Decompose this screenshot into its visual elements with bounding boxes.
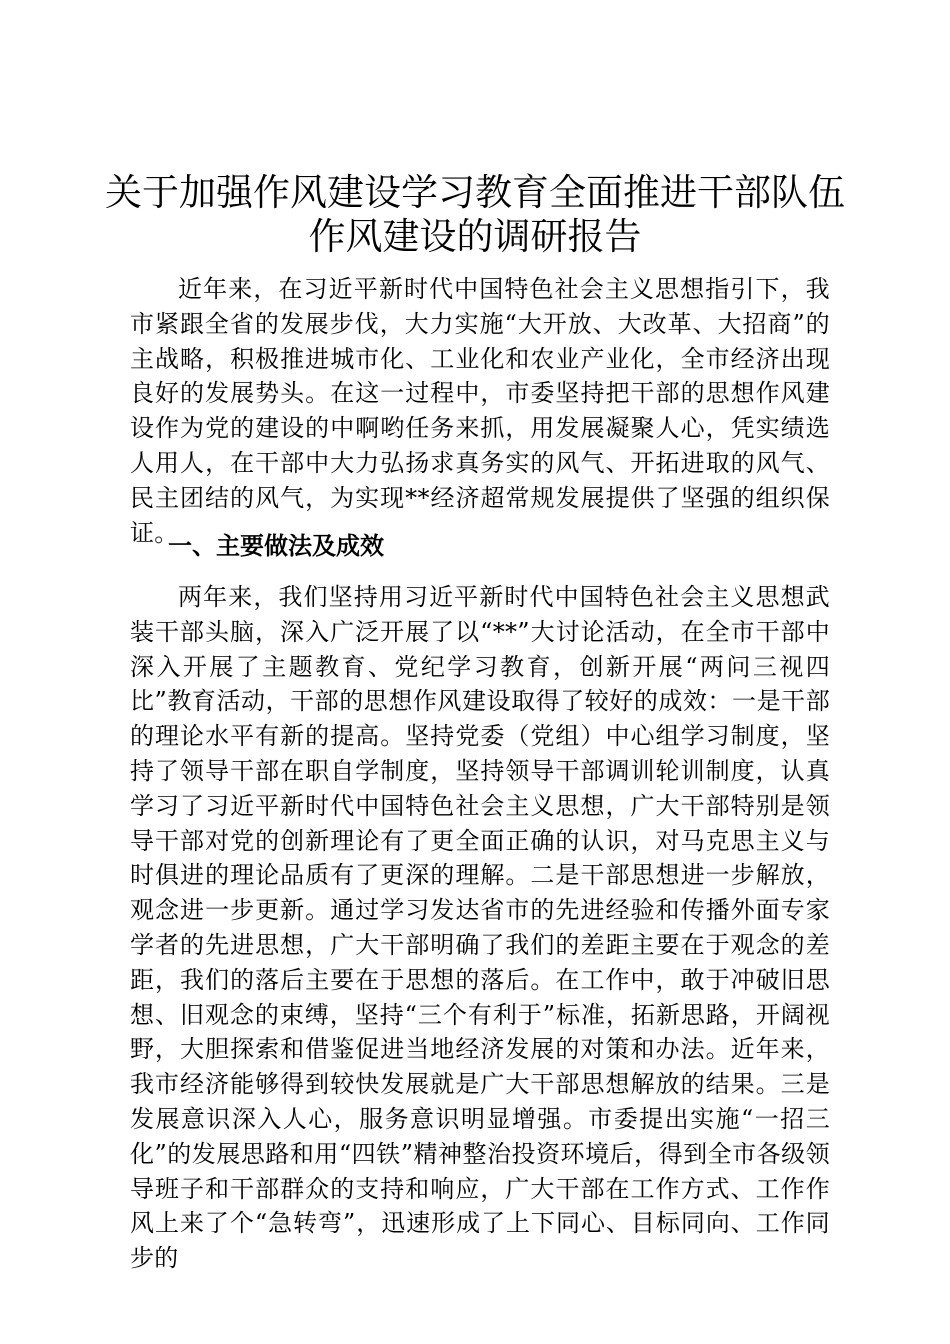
document-title-line-1: 关于加强作风建设学习教育全面推进干部队伍	[105, 171, 845, 214]
section-heading: 一、主要做法及成效	[168, 532, 384, 560]
document-title-line-2: 作风建设的调研报告	[308, 215, 642, 258]
body-paragraph: 两年来，我们坚持用习近平新时代中国特色社会主义思想武装干部头脑，深入广泛开展了以“**”大讨论活动，在全市干部中深入开展了主题教育、党纪学习教育，创新开展“两问三视四比”教育活动，干部的思想作风建设取得了较好的成效：一是干部的理论水平有新的提高。坚持党委（党组）中心组学习制度，坚持了领导干部在职自学制度，坚持领导干部调训轮训制度，认真学习了习近平新时代中国特色社会主义思想，广大干部特别是领导干部对党的创新理论有了更全面正确的认识，对马克思主义与时俱进的理论品质有了更深的理解。二是干部思想进一步解放，观念进一步更新。通过学习发达省市的先进经验和传播外面专家学者的先进思想，广大干部明确了我们的差距主要在于观念的差距，我们的落后主要在于思想的落后。在工作中，敢于冲破旧思想、旧观念的束缚，坚持“三个有利于”标准，拓新思路，开阔视野，大胆探索和借鉴促进当地经济发展的对策和办法。近年来，我市经济能够得到较快发展就是广大干部思想解放的结果。三是发展意识深入人心，服务意识明显增强。市委提出实施“一招三化”的发展思路和用“四铁”精神整治投资环境后，得到全市各级领导班子和干部群众的支持和响应，广大干部在工作方式、工作作风上来了个“急转弯”，迅速形成了上下同心、目标同向、工作同步的	[130, 583, 830, 1273]
intro-paragraph: 近年来，在习近平新时代中国特色社会主义思想指引下，我市紧跟全省的发展步伐，大力实施“大开放、大改革、大招商”的主战略，积极推进城市化、工业化和农业产业化，全市经济出现良好的发展势头。在这一过程中，市委坚持把干部的思想作风建设作为党的建设的中啊哟任务来抓，用发展凝聚人心，凭实绩选人用人，在干部中大力弘扬求真务实的风气、开拓进取的风气、民主团结的风气，为实现**经济超常规发展提供了坚强的组织保证。	[130, 275, 830, 547]
